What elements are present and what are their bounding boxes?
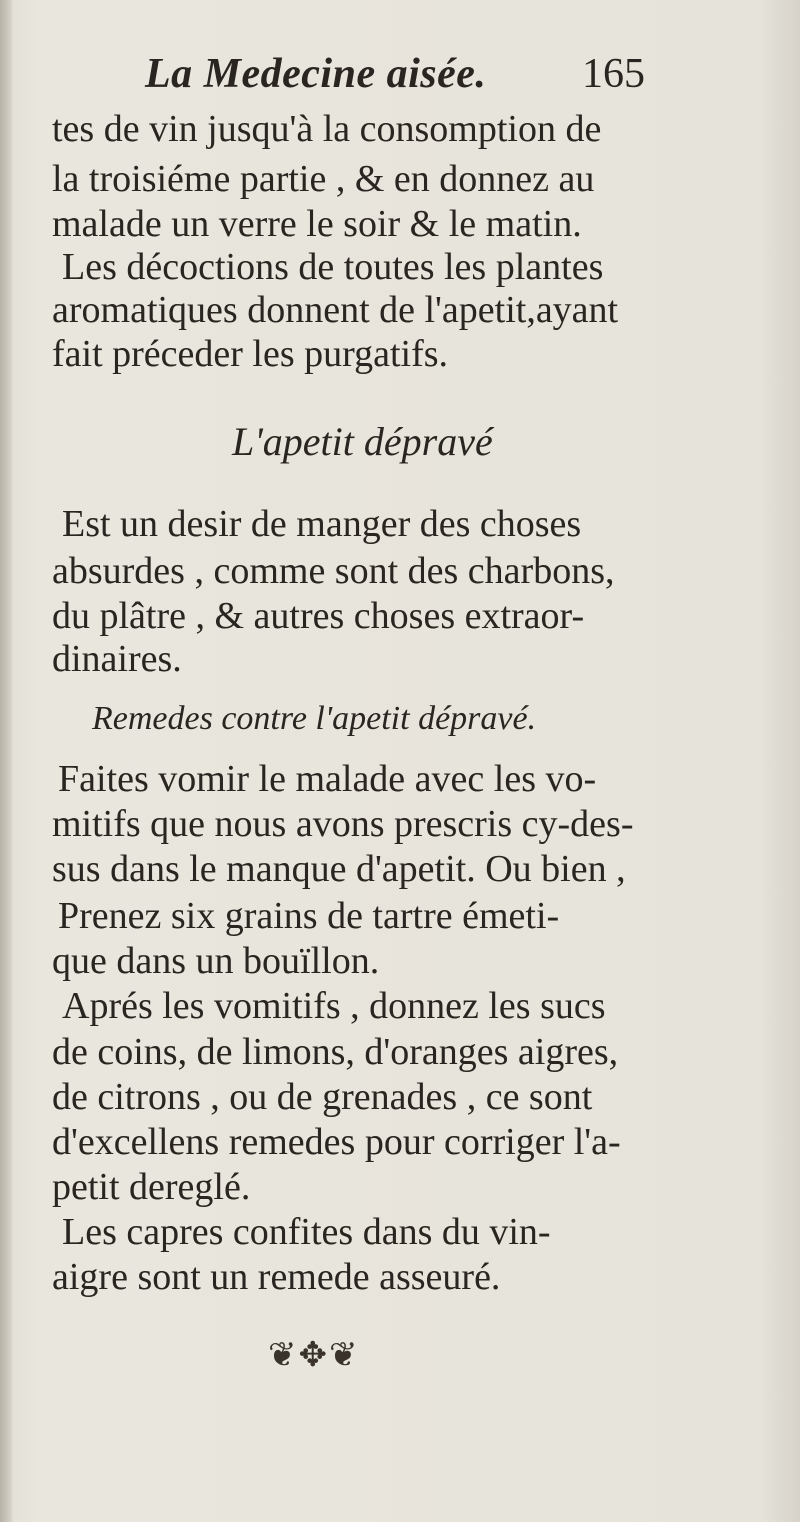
text-line: absurdes , comme sont des charbons, (52, 550, 615, 592)
text-line: malade un verre le soir & le matin. (52, 203, 582, 245)
text-line: aigre sont un remede asseuré. (52, 1256, 501, 1298)
text-line: de coins, de limons, d'oranges aigres, (52, 1031, 619, 1073)
section-heading: L'apetit dépravé (232, 419, 493, 464)
page-number: 165 (582, 51, 645, 97)
text-line: aromatiques donnent de l'apetit,ayant (52, 289, 619, 331)
page-gutter (0, 0, 12, 1522)
running-title: La Medecine aisée. (145, 51, 487, 97)
text-line: de citrons , ou de grenades , ce sont (52, 1076, 593, 1118)
text-line: mitifs que nous avons prescris cy-des- (52, 803, 634, 845)
text-line: Prenez six grains de tartre émeti- (58, 895, 560, 937)
text-line: fait préceder les purgatifs. (52, 333, 449, 375)
page-header (145, 50, 665, 100)
text-line: que dans un bouïllon. (52, 940, 380, 982)
text-line: petit dereglé. (52, 1166, 251, 1208)
text-line: tes de vin jusqu'à la consomption de (52, 108, 602, 150)
text-line: dinaires. (52, 638, 182, 680)
text-line: Les décoctions de toutes les plantes (62, 246, 604, 288)
text-line: d'excellens remedes pour corriger l'a- (52, 1121, 621, 1163)
printers-ornament-icon: ❦✥❦ (268, 1335, 360, 1375)
text-line: la troisiéme partie , & en donnez au (52, 158, 595, 200)
text-line: sus dans le manque d'apetit. Ou bien , (52, 848, 626, 890)
text-line: Aprés les vomitifs , donnez les sucs (62, 985, 606, 1027)
remedies-heading: Remedes contre l'apetit dépravé. (92, 700, 537, 737)
text-line: Faites vomir le malade avec les vo- (58, 758, 597, 800)
text-line: Les capres confites dans du vin- (62, 1211, 551, 1253)
text-line: Est un desir de manger des choses (62, 503, 582, 545)
text-line: du plâtre , & autres choses extraor- (52, 595, 585, 637)
